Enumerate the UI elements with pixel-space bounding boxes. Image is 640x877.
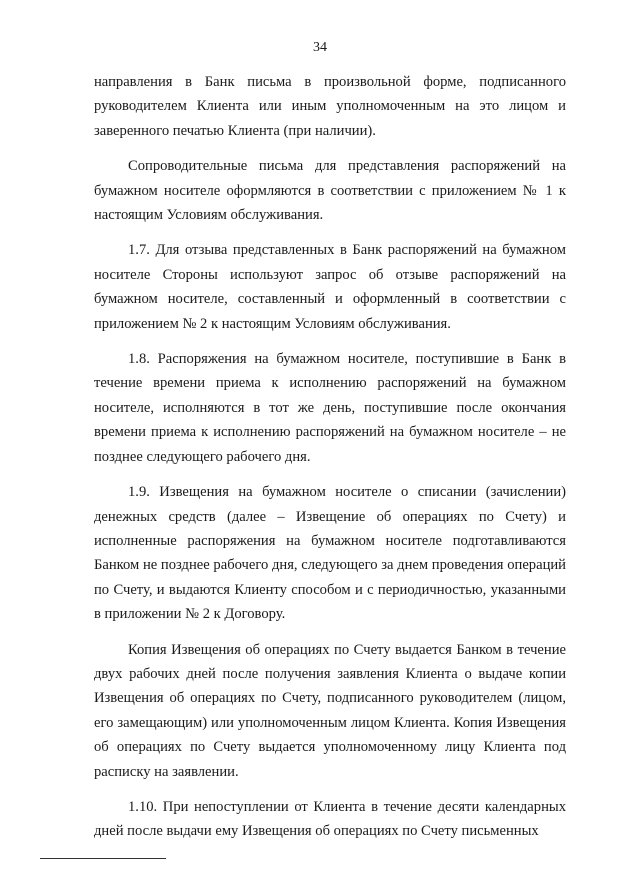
paragraph-continuation: направления в Банк письма в произвольной форме, подписанного руководителем Клиента или иным уполномоченным на это лицом и заверенного печатью Клиента (при наличии). — [94, 74, 566, 139]
paragraph-1-7: 1.7. Для отзыва представленных в Банк распоряжений на бумажном носителе Стороны используют запрос об отзыве распоряжений на бумажном носителе, составленный и оформленный в соответствии с приложением № 2 к настоящим Условиям обслуживания. — [94, 242, 566, 332]
document-body — [94, 70, 566, 855]
paragraph-notice-copy: Копия Извещения об операциях по Счету выдается Банком в течение двух рабочих дней после получения заявления Клиента о выдаче копии Извещения об операциях по Счету, подписанного руководителем (лицом, его замещающим) или уполномоченным лицом Клиента. Копия Извещения об операциях по Счету выдается уполномоченному лицу Клиента под расписку на заявлении. — [94, 641, 566, 780]
page-number: 34 — [313, 40, 327, 55]
paragraph-1-9: 1.9. Извещения на бумажном носителе о списании (зачислении) денежных средств (далее – Извещение об операциях по Счету) и исполненные распоряжения на бумажном носителе подготавливаются Банком не позднее рабочего дня, следующего за днем проведения операций по Счету, и выдаются Клиенту способом и с периодичностью, указанными в приложении № 2 к Договору. — [94, 484, 566, 623]
paragraph-cover-letters: Сопроводительные письма для представления распоряжений на бумажном носителе оформляются в соответствии с приложением № 1 к настоящим Условиям обслуживания. — [94, 158, 566, 224]
footnote-divider — [40, 858, 166, 859]
paragraph-1-10: 1.10. При непоступлении от Клиента в течение десяти календарных дней после выдачи ему Извещения об операциях по Счету письменных — [94, 798, 566, 840]
paragraph-1-8: 1.8. Распоряжения на бумажном носителе, поступившие в Банк в течение времени приема к исполнению распоряжений на бумажном носителе, исполняются в тот же день, поступившие после окончания времени приема к исполнению распоряжений на бумажном носителе – не позднее следующего рабочего дня. — [94, 351, 566, 465]
